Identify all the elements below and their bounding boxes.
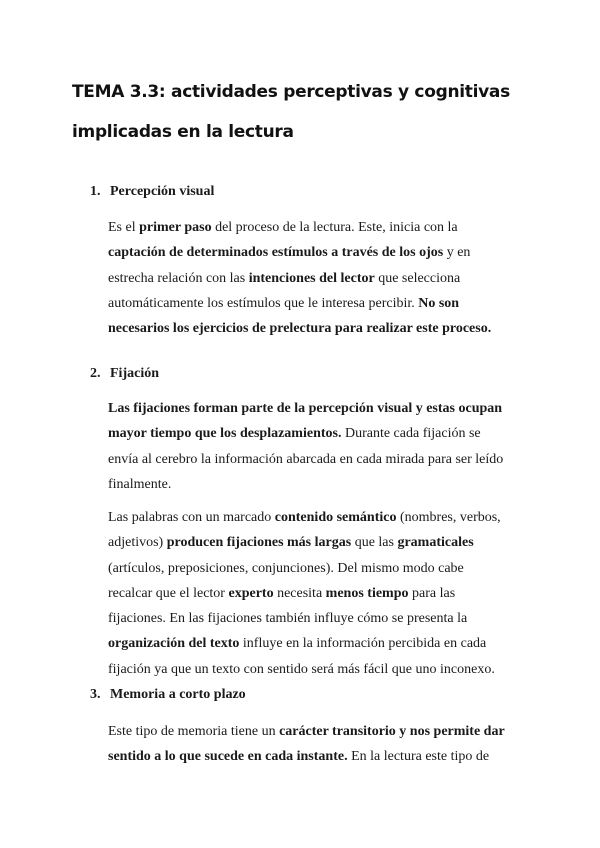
paragraph <box>108 215 508 341</box>
emphasized-text: No son necesarios los ejercicios de prelectura para realizar este proceso. <box>108 295 492 337</box>
emphasized-text: contenido semántico <box>274 510 397 525</box>
paragraph <box>108 505 508 682</box>
emphasized-text: captación de determinados estímulos a través de los ojos <box>108 245 444 261</box>
text-run: (nombres, verbos, adjetivos) <box>108 510 501 551</box>
emphasized-text: producen fijaciones más largas <box>166 535 352 551</box>
section-heading-memoria-corto-plazo <box>90 685 246 705</box>
paragraph <box>108 719 508 770</box>
section-title: Memoria a corto plazo <box>110 687 246 702</box>
section-heading-fijacion <box>90 364 159 384</box>
emphasized-text: Las fijaciones forman parte de la percepción visual y estas ocupan mayor tiempo que los desplazamientos. <box>108 401 503 442</box>
text-run: Este tipo de memoria tiene un <box>108 724 280 739</box>
emphasized-text: intenciones del lector <box>248 270 375 286</box>
section-title: Fijación <box>110 366 159 381</box>
text-run: Durante cada fijación se envía al cerebro la información abarcada en cada mirada para ser leído finalmente. <box>108 426 504 492</box>
text-run: Las palabras con un marcado <box>108 510 275 525</box>
text-run: necesita <box>273 585 326 601</box>
emphasized-text: primer paso <box>139 220 212 235</box>
section-title: Percepción visual <box>110 184 215 199</box>
paragraph <box>108 396 508 497</box>
section-heading-percepcion-visual <box>90 182 214 202</box>
emphasized-text: organización del texto <box>108 636 240 652</box>
document-title: TEMA 3.3: actividades perceptivas y cognitivas implicadas en la lectura <box>72 82 510 142</box>
text-run: y en estrecha relación con las <box>108 245 471 286</box>
emphasized-text: menos tiempo <box>325 585 409 601</box>
emphasized-text: carácter transitorio y nos permite dar sentido a lo que sucede en cada instante. <box>108 724 505 765</box>
emphasized-text: experto <box>228 585 274 601</box>
text-run: para las fijaciones. En las fijaciones también influye cómo se presenta la <box>108 585 468 627</box>
emphasized-text: gramaticales <box>397 535 474 551</box>
text-run: que selecciona automáticamente los estímulos que le interesa percibir. <box>108 270 461 311</box>
text-run: que las <box>351 535 398 551</box>
text-run: Es el <box>108 220 140 235</box>
text-run: En la lectura este tipo de <box>347 749 490 765</box>
section-number: 3. <box>90 687 101 702</box>
section-number: 1. <box>90 184 101 199</box>
text-run: influye en la información percibida en cada fijación ya que un texto con sentido será más fácil que uno inconexo. <box>108 636 495 677</box>
text-run: (artículos, preposiciones, conjunciones). Del mismo modo cabe recalcar que el lector <box>108 560 464 601</box>
section-number: 2. <box>90 366 101 381</box>
text-run: del proceso de la lectura. Este, inicia con la <box>211 220 458 235</box>
